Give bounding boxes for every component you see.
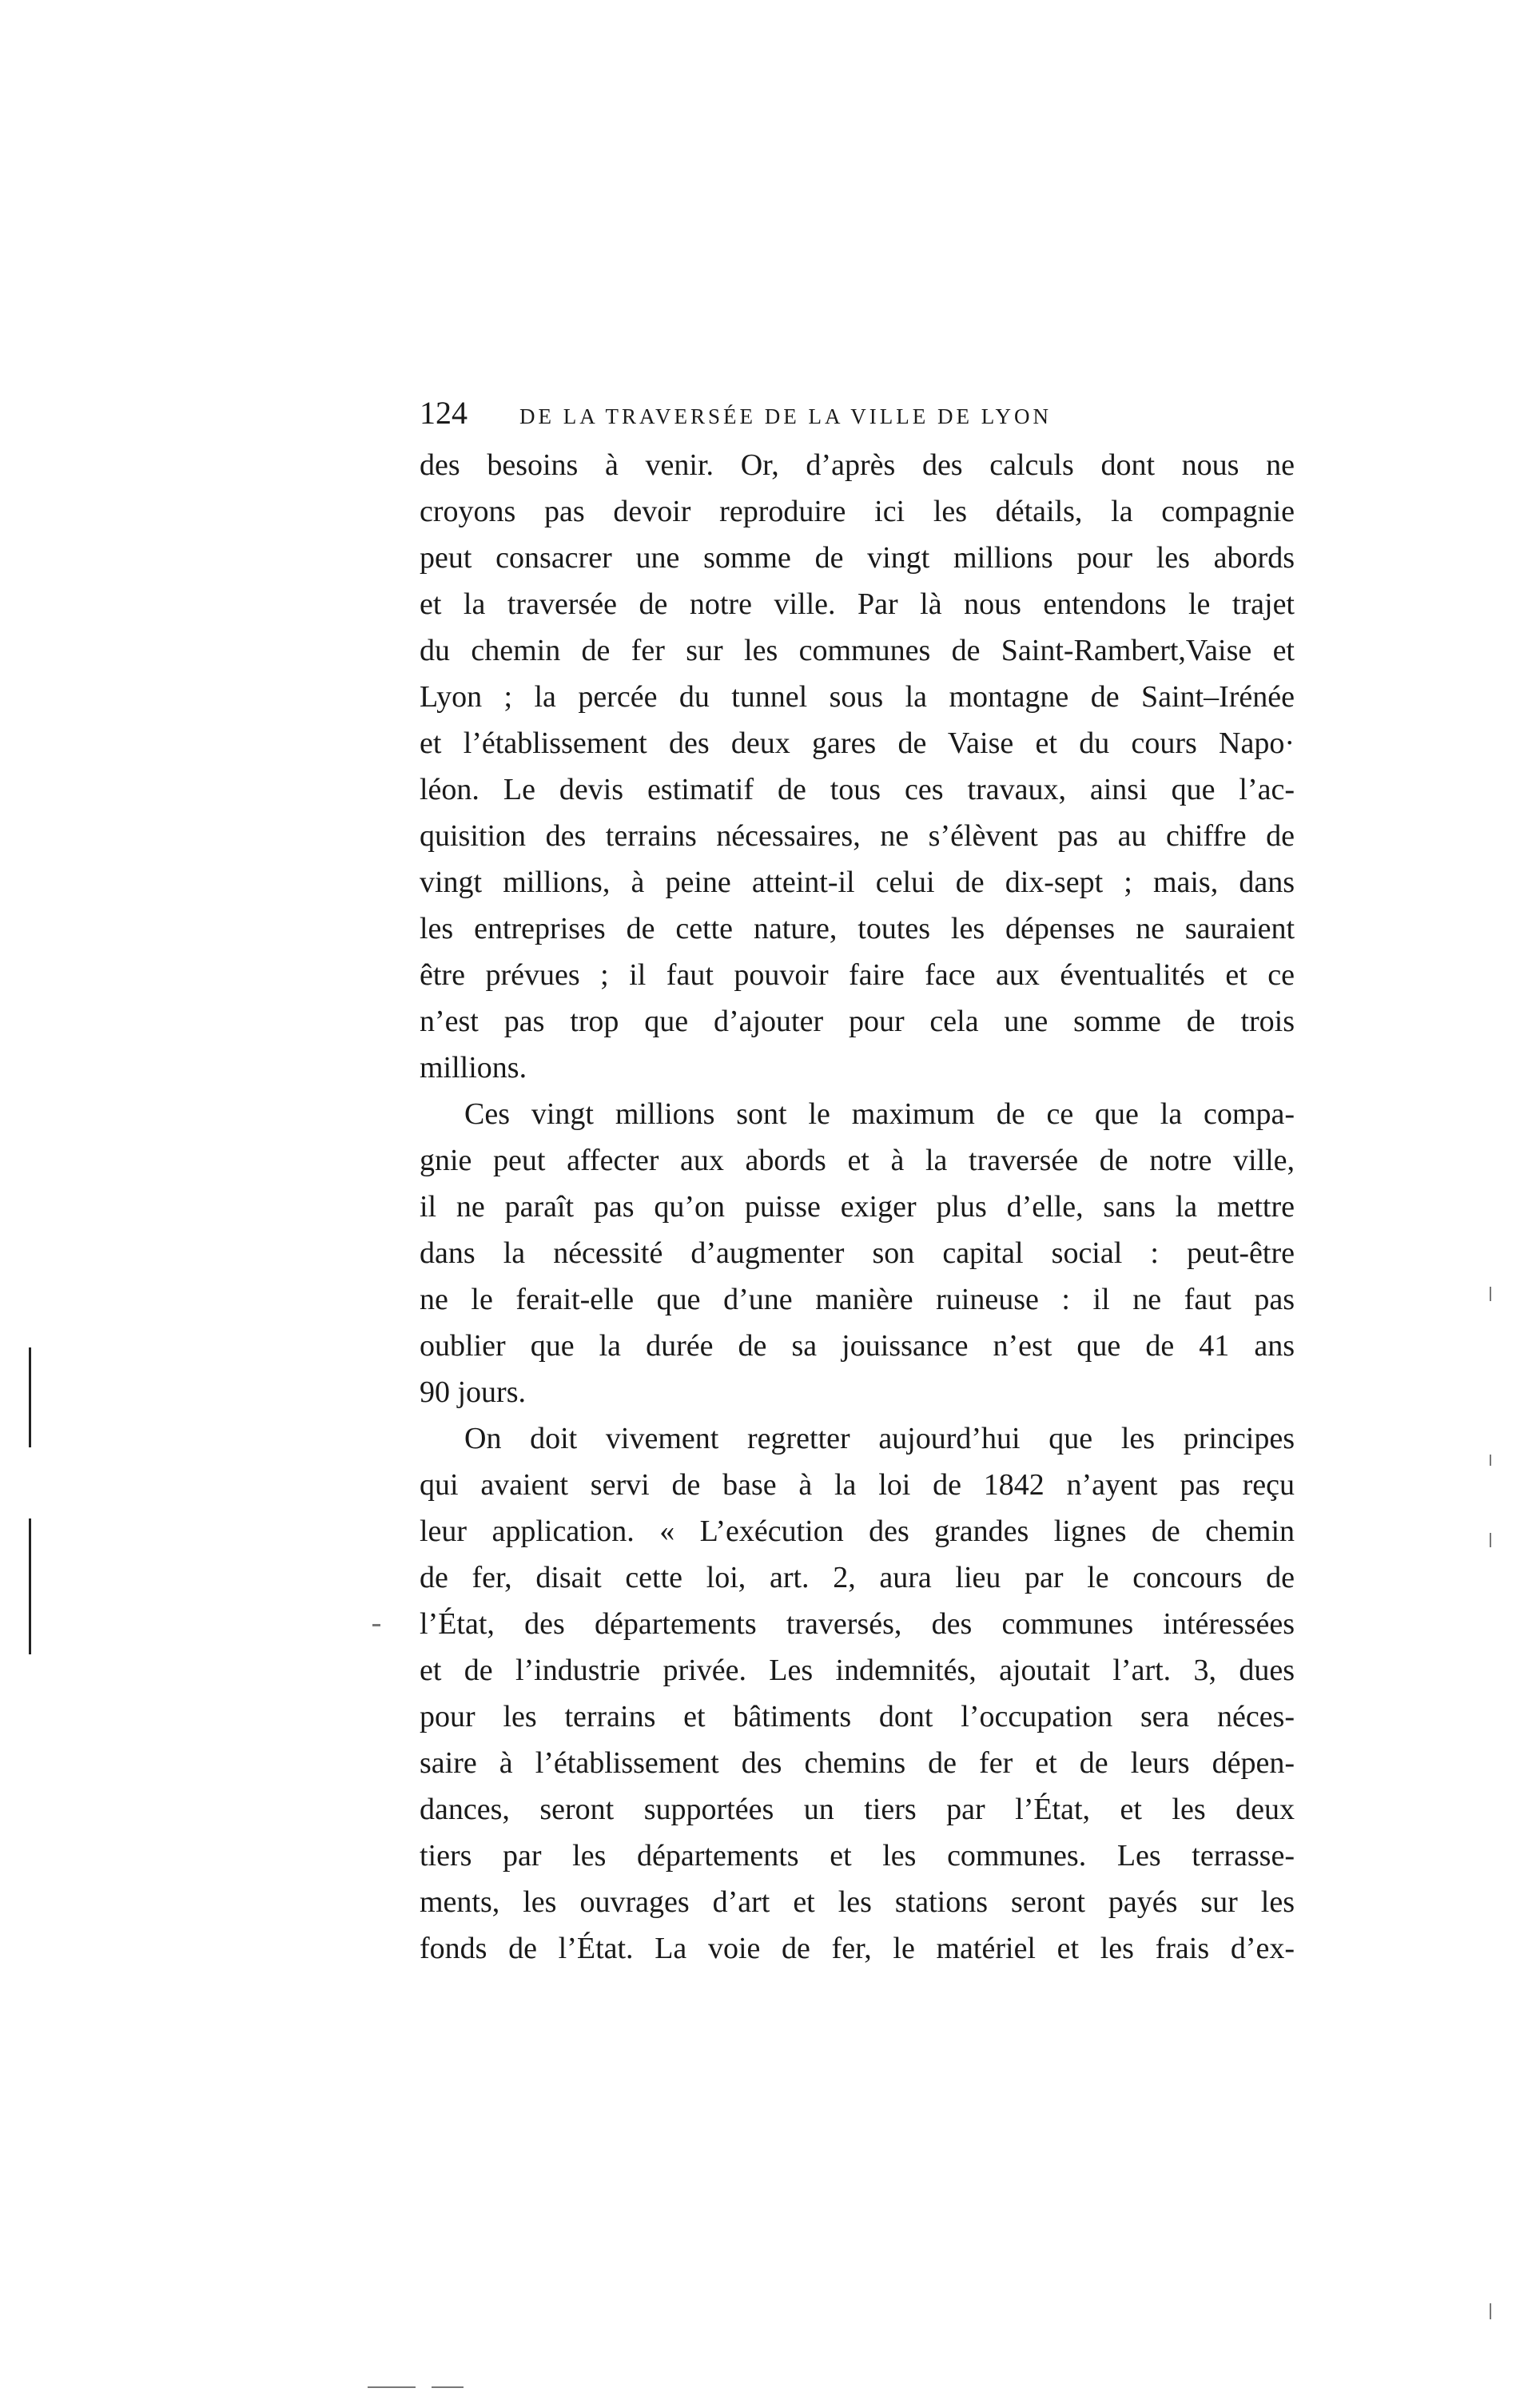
scan-margin-tick bbox=[1490, 2303, 1491, 2319]
scan-margin-tick bbox=[1490, 1533, 1491, 1547]
text-line: dances, seront supportées un tiers par l’État, et les deux bbox=[420, 1793, 1295, 1826]
scan-margin-tick bbox=[1490, 1287, 1491, 1301]
text-line: et l’établissement des deux gares de Vaise et du cours Napo· bbox=[420, 726, 1295, 760]
text-line: gnie peut affecter aux abords et à la traversée de notre ville, bbox=[420, 1144, 1295, 1177]
text-line: croyons pas devoir reproduire ici les détails, la compagnie bbox=[420, 495, 1295, 528]
text-line: vingt millions, à peine atteint-il celui de dix-sept ; mais, dans bbox=[420, 866, 1295, 899]
text-line: pour les terrains et bâtiments dont l’occupation sera néces- bbox=[420, 1700, 1295, 1733]
text-line: Ces vingt millions sont le maximum de ce que la compa- bbox=[464, 1097, 1295, 1131]
text-line: dans la nécessité d’augmenter son capital social : peut-être bbox=[420, 1236, 1295, 1270]
text-line: léon. Le devis estimatif de tous ces travaux, ainsi que l’ac- bbox=[420, 773, 1295, 806]
text-line: millions. bbox=[420, 1051, 527, 1085]
text-line: et la traversée de notre ville. Par là nous entendons le trajet bbox=[420, 587, 1295, 621]
text-line: Lyon ; la percée du tunnel sous la montagne de Saint–Irénée bbox=[420, 680, 1295, 714]
page-header bbox=[420, 393, 1295, 433]
text-line: ne le ferait-elle que d’une manière ruineuse : il ne faut pas bbox=[420, 1283, 1295, 1316]
scan-margin-tick bbox=[432, 2386, 464, 2388]
scan-margin-mark bbox=[29, 1518, 31, 1654]
text-line: les entreprises de cette nature, toutes les dépenses ne sauraient bbox=[420, 912, 1295, 945]
text-line: leur application. « L’exécution des grandes lignes de chemin bbox=[420, 1514, 1295, 1548]
text-line: On doit vivement regretter aujourd’hui que les principes bbox=[464, 1422, 1295, 1455]
running-title: DE LA TRAVERSÉE DE LA VILLE DE LYON bbox=[519, 404, 1052, 428]
scan-margin-tick bbox=[372, 1624, 380, 1626]
text-line: du chemin de fer sur les communes de Saint-Rambert,Vaise et bbox=[420, 634, 1295, 667]
text-line: être prévues ; il faut pouvoir faire face aux éventualités et ce bbox=[420, 958, 1295, 992]
text-line: saire à l’établissement des chemins de fer et de leurs dépen- bbox=[420, 1746, 1295, 1780]
scan-margin-mark bbox=[29, 1347, 31, 1447]
text-line: ments, les ouvrages d’art et les stations seront payés sur les bbox=[420, 1885, 1295, 1919]
text-line: quisition des terrains nécessaires, ne s’élèvent pas au chiffre de bbox=[420, 819, 1295, 853]
text-line: n’est pas trop que d’ajouter pour cela une somme de trois bbox=[420, 1005, 1295, 1038]
text-line: oublier que la durée de sa jouissance n’est que de 41 ans bbox=[420, 1329, 1295, 1363]
text-line: fonds de l’État. La voie de fer, le matériel et les frais d’ex- bbox=[420, 1932, 1295, 1965]
text-line: peut consacrer une somme de vingt millions pour les abords bbox=[420, 541, 1295, 575]
scan-margin-tick bbox=[1490, 1455, 1491, 1466]
text-line: 90 jours. bbox=[420, 1375, 526, 1409]
text-line: qui avaient servi de base à la loi de 1842 n’ayent pas reçu bbox=[420, 1468, 1295, 1502]
text-line: des besoins à venir. Or, d’après des calculs dont nous ne bbox=[420, 448, 1295, 482]
text-line: de fer, disait cette loi, art. 2, aura lieu par le concours de bbox=[420, 1561, 1295, 1594]
scan-margin-tick bbox=[368, 2386, 416, 2388]
text-line: tiers par les départements et les communes. Les terrasse- bbox=[420, 1839, 1295, 1873]
body-text bbox=[420, 442, 1295, 1972]
text-line: l’État, des départements traversés, des communes intéressées bbox=[420, 1607, 1295, 1641]
text-line: et de l’industrie privée. Les indemnités, ajoutait l’art. 3, dues bbox=[420, 1654, 1295, 1687]
page-number: 124 bbox=[420, 395, 468, 431]
text-line: il ne paraît pas qu’on puisse exiger plus d’elle, sans la mettre bbox=[420, 1190, 1295, 1224]
